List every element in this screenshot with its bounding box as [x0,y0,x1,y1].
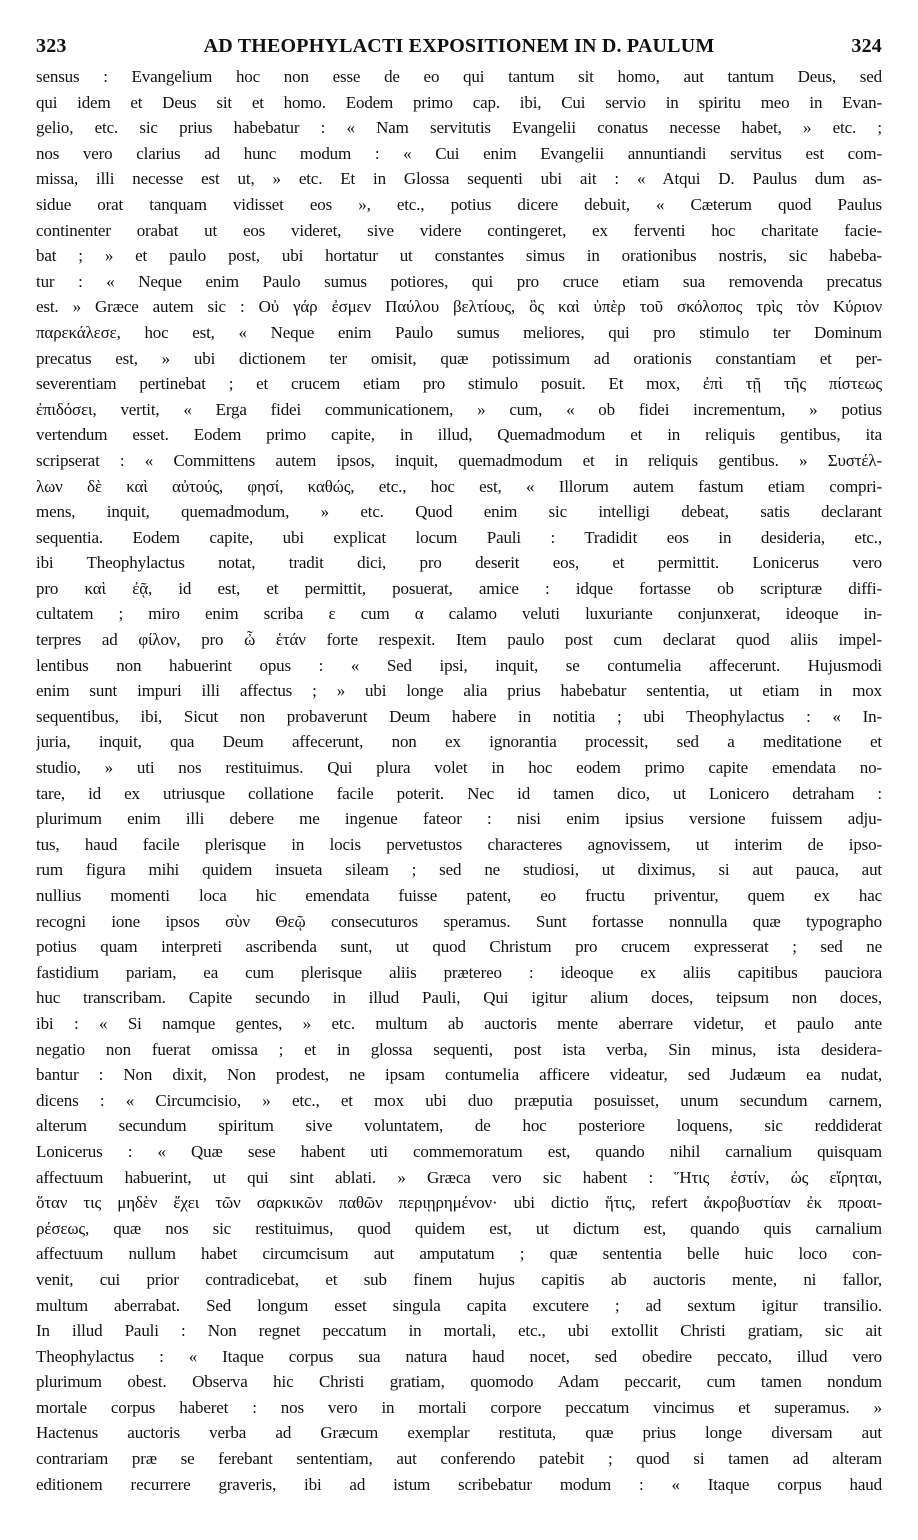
text-line: λων δὲ καὶ αὐτούς, φησί, καθώς, etc., hoc est, « Illorum autem fastum etiam compri- [36,476,882,496]
text-line: huc transcribam. Capite secundo in illud Pauli, Qui igitur alium doces, teipsum non doces, [36,988,882,1008]
text-line: alterum secundum spiritum sive voluntatem, de hoc posteriore loquens, sic reddiderat [36,1116,882,1136]
text-line: sidue orat tanquam vidisset eos », etc., potius dicere debuit, « Cæterum quod Paulus [36,194,882,214]
text-line: dicens : « Circumcisio, » etc., et mox ubi duo præputia posuisset, unum secundum carnem, [36,1090,882,1110]
text-line: recogni ione ipsos σὺν Θεῷ consecuturos speramus. Sunt fortasse nonnulla quæ typographo [36,911,882,931]
text-line: sensus : Evangelium hoc non esse de eo qui tantum sit homo, aut tantum Deus, sed [36,67,882,86]
text-line: plurimum obest. Observa hic Christi gratiam, quomodo Adam peccarit, cum tamen nondum [36,1372,882,1392]
text-line: plurimum enim illi debere me ingenue fateor : nisi enim ipsius versione fuissem adju- [36,809,882,829]
text-line: nullius momenti loca hic emendata fuisse patent, eo fructu priventur, quem ex hac [36,886,882,905]
text-line: affectuum habuerint, ut qui sint ablati. » Græca vero sic habent : Ἥτις ἐστίν, ὡς εἴρηται, [36,1167,882,1187]
text-line: bat ; » et paulo post, ubi hortatur ut constantes simus in orationibus nostris, sic habeba- [36,246,882,266]
text-line: lentibus non habuerint opus : « Sed ipsi, inquit, se contumelia affecerunt. Hujusmodi [36,655,882,675]
page-header [36,30,882,62]
text-line: juria, inquit, qua Deum affecerunt, non ex ignorantia processit, sed a meditatione et [36,732,882,752]
text-line: precatus est, » ubi dictionem ter omisit, quæ potissimum ad orationis constantiam et per- [36,348,882,368]
text-line: missa, illi necesse est ut, » etc. Et in Glossa sequenti ubi ait : « Atqui D. Paulus dum as- [36,169,882,189]
text-line: qui idem et Deus sit et homo. Eodem primo cap. ibi, Cui servio in spiritu meo in Evan- [36,92,882,112]
text-line: editionem recurrere graveris, ibi ad istum scribebatur modum : « Itaque corpus haud [36,1474,882,1494]
text-line: venit, cui prior contradicebat, et sub finem hujus capitis ab auctoris mente, ni fallor, [36,1269,882,1289]
text-line: scripserat : « Committens autem ipsos, inquit, quemadmodum et in reliquis gentibus. » Συστέλ- [36,450,882,470]
text-line: Hactenus auctoris verba ad Græcum exemplar restituta, quæ prius longe diversam aut [36,1423,882,1443]
text-line: Lonicerus : « Quæ sese habent uti commemoratum est, quando nihil carnalium quisquam [36,1141,882,1161]
text-line: est. » Græce autem sic : Οὐ γάρ ἐσμεν Παύλου βελτίους, ὃς καὶ ὑπὲρ τοῦ σκόλοπος τρὶς τὸν Κύριον [36,297,882,317]
text-line: sequentibus, ibi, Sicut non probaverunt Deum habere in notitia ; ubi Theophylactus : « In- [36,706,882,726]
text-line: affectuum nullum habet circumcisum aut amputatum ; quæ sententia belle huic loco con- [36,1244,882,1264]
page-number-right: 324 [851,35,882,57]
text-line: sequentia. Eodem capite, ubi explicat locum Pauli : Tradidit eos in desideria, etc., [36,527,882,547]
text-line: fastidium pariam, ea cum plerisque aliis prætereo : ideoque ex aliis capitibus pauciora [36,962,882,982]
text-line: ρέσεως, quæ nos sic restituimus, quod quidem est, ut dictum est, quando quis carnalium [36,1218,882,1238]
text-line: bantur : Non dixit, Non prodest, ne ipsam contumelia afficere videatur, sed Judæum ea nudat, [36,1065,882,1085]
text-line: continenter orabat ut eos videret, sive videre contingeret, ex ferventi hoc charitate facie- [36,220,882,240]
text-line: ibi Theophylactus notat, tradit dici, pro deserit eos, et permittit. Lonicerus vero [36,553,882,573]
text-line: multum aberrabat. Sed longum esset singula capita excutere ; ad sextum igitur transilio. [36,1295,882,1315]
text-line: gelio, etc. sic prius habebatur : « Nam servitutis Evangelii conatus necesse habet, » etc. ; [36,118,882,138]
page-number-left: 323 [36,35,67,57]
running-title: AD THEOPHYLACTI EXPOSITIONEM IN D. PAULUM [203,35,715,57]
text-line: potius quam interpreti ascribenda sunt, ut quod Christum pro crucem expresserat ; sed ne [36,937,882,957]
text-line: mens, inquit, quemadmodum, » etc. Quod enim sic intelligi debeat, satis declarant [36,502,882,522]
text-line: tus, haud facile plerisque in locis pervetustos characteres agnovissem, ut interim de ipso- [36,834,882,854]
text-line: cultatem ; miro enim scriba ε cum α calamo veluti luxuriante conjunxerat, ideoque in- [36,604,882,624]
text-line: tare, id ex utriusque collatione facile poterit. Nec id tamen dico, ut Lonicero detraham : [36,783,882,803]
text-line: negatio non fuerat omissa ; et in glossa sequenti, post ista verba, Sin minus, ista desidera- [36,1039,882,1059]
text-line: Theophylactus : « Itaque corpus sua natura haud nocet, sed obedire peccato, illud vero [36,1346,882,1366]
text-line: nos vero clarius ad hunc modum : « Cui enim Evangelii annuntiandi servitus est com- [36,143,882,163]
text-line: ibi : « Si namque gentes, » etc. multum ab auctoris mente aberrare videtur, et paulo ante [36,1013,882,1033]
text-line: studio, » uti nos restituimus. Qui plura volet in hoc eodem primo capite emendata no- [36,758,882,778]
body-text [36,64,882,1497]
text-line: ἐπιδόσει, vertit, « Erga fidei communicationem, » cum, « ob fidei incrementum, » potius [36,399,882,419]
text-line: In illud Pauli : Non regnet peccatum in mortali, etc., ubi extollit Christi gratiam, sic ait [36,1321,882,1341]
text-line: ὅταν τις μηδὲν ἔχει τῶν σαρκικῶν παθῶν περιῃρημένον· ubi dictio ἥτις, refert ἀκροβυστίαν ἐκ προαι- [36,1193,882,1213]
text-line: tur : « Neque enim Paulo sumus potiores, qui pro cruce etiam sua removenda precatus [36,271,882,291]
text-line: vertendum esset. Eodem primo capite, in illud, Quemadmodum et in reliquis gentibus, ita [36,425,882,445]
text-line: enim sunt impuri illi affectus ; » ubi longe alia prius habebatur sententia, ut etiam in mox [36,681,882,701]
text-line: mortale corpus haberet : nos vero in mortali corpore peccatum vincimus et superamus. » [36,1397,882,1417]
text-line: pro καὶ ἐᾷ, id est, et permittit, posuerat, amice : idque fortasse ob scripturæ diffi- [36,578,882,598]
text-line: παρεκάλεσε, hoc est, « Neque enim Paulo sumus meliores, qui pro stimulo ter Dominum [36,322,882,342]
text-line: severentiam pertinebat ; et crucem etiam pro stimulo posuit. Et mox, ἐπὶ τῇ τῆς πίστεως [36,374,882,394]
document-page [36,30,882,1520]
text-line: rum figura mihi quidem insueta sileam ; sed ne studiosi, ut diximus, si aut pauca, aut [36,860,882,880]
text-line: terpres ad φίλον, pro ὦ ἑτάν forte respexit. Item paulo post cum declarat quod aliis impel- [36,630,882,650]
text-line: contrariam præ se ferebant sententiam, aut conferendo patebit ; quod si tamen ad alteram [36,1449,882,1469]
